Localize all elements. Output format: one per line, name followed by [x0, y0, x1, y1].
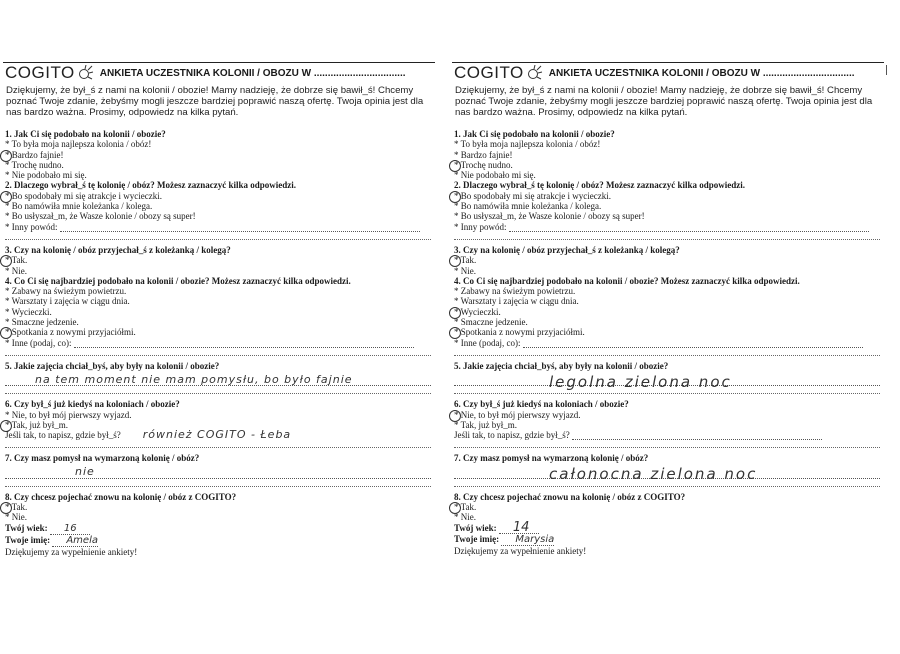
q1-option[interactable]: * To była moja najlepsza kolonia / obóz!: [5, 139, 152, 150]
q7-answer-field[interactable]: [454, 464, 880, 484]
q4-option[interactable]: * Zabawy na świeżym powietrzu.: [5, 286, 127, 297]
survey-form-left: [3, 58, 435, 578]
q4-option[interactable]: * Warsztaty i zajęcia w ciągu dnia.: [454, 296, 579, 307]
question-5: 5. Jakie zajęcia chciał_byś, aby były na kolonii / obozie?: [5, 360, 220, 371]
question-6: 6. Czy był_ś już kiedyś na koloniach / obozie?: [454, 399, 629, 410]
q1-option[interactable]: * Nie podobało mi się.: [454, 170, 536, 181]
q2-option[interactable]: * Bo usłyszał_m, że Wasze kolonie / obozy są super!: [5, 211, 196, 222]
answer-line[interactable]: [5, 386, 431, 394]
question-6: 6. Czy był_ś już kiedyś na koloniach / obozie?: [5, 399, 180, 410]
age-handwritten: 14: [512, 519, 530, 535]
answer-line[interactable]: [5, 348, 431, 356]
q7-answer-field[interactable]: [5, 464, 431, 479]
q6-option[interactable]: * Tak, już był_m.: [454, 419, 517, 430]
q6-followup[interactable]: Jeśli tak, to napisz, gdzie był_ś? również COGITO - Łeba: [5, 428, 292, 442]
name-field[interactable]: Twoje imię: Marysia: [454, 533, 555, 545]
q2-option-other[interactable]: * Inny powód:: [454, 222, 880, 232]
q1-option[interactable]: * Nie podobało mi się.: [5, 170, 87, 181]
answer-line[interactable]: [5, 232, 431, 240]
q1-option[interactable]: * Trochę nudno.: [5, 159, 64, 170]
question-4: 4. Co Ci się najbardziej podobało na kolonii / obozie? Możesz zaznaczyć kilka odpowiedzi.: [5, 275, 351, 286]
cogito-logo: COGITO: [454, 63, 524, 82]
thank-you-note: Dziękujemy za wypełnienie ankiety!: [5, 547, 138, 558]
q4-option[interactable]: * Spotkania z nowymi przyjaciółmi.: [454, 327, 880, 337]
q2-option[interactable]: * Bo spodobały mi się atrakcje i wycieczki.: [5, 191, 431, 201]
q4-option-other[interactable]: * Inne (podaj, co):: [5, 338, 431, 348]
form-intro: Dziękujemy, że był_ś z nami na kolonii / obozie! Mamy nadzieję, że dobrze się bawił_ś! Chcemy poznać Twoje zdanie, żebyśmy mogli jeszcze bardziej poprawić naszą ofertę. Twoja opinia jest dla nas bardzo ważna. Prosimy, odpowiedz na kilka pytań.: [455, 85, 873, 118]
q2-option[interactable]: * Bo spodobały mi się atrakcje i wycieczki.: [454, 191, 880, 201]
question-3: 3. Czy na kolonię / obóz przyjechał_ś z koleżanką / kolegą?: [454, 244, 680, 255]
age-field[interactable]: Twój wiek: 14: [454, 523, 880, 534]
q8-option[interactable]: * Tak.: [454, 502, 880, 512]
answer-line[interactable]: [454, 348, 880, 356]
q2-option[interactable]: * Bo usłyszał_m, że Wasze kolonie / obozy są super!: [454, 211, 645, 222]
form-title: ANKIETA UCZESTNIKA KOLONII / OBOZU W .................................: [99, 67, 406, 79]
q4-option[interactable]: * Wycieczki.: [454, 307, 880, 317]
thank-you-note: Dziękujemy za wypełnienie ankiety!: [454, 546, 587, 557]
q2-option-other[interactable]: * Inny powód:: [5, 222, 431, 232]
survey-form-right: [452, 58, 884, 578]
q6-followup[interactable]: Jeśli tak, to napisz, gdzie był_ś?: [454, 430, 880, 440]
question-1: 1. Jak Ci się podobało na kolonii / obozie?: [5, 129, 166, 139]
q1-option[interactable]: * Bardzo fajnie!: [5, 150, 431, 160]
question-8: 8. Czy chcesz pojechać znowu na kolonię / obóz z COGITO?: [454, 491, 686, 502]
question-7: 7. Czy masz pomysł na wymarzoną kolonię / obóz?: [454, 453, 649, 464]
q8-option[interactable]: * Nie.: [5, 512, 27, 523]
form-title: ANKIETA UCZESTNIKA KOLONII / OBOZU W .................................: [548, 67, 855, 79]
q6-handwritten-answer: również COGITO - Łeba: [142, 428, 292, 442]
q5-handwritten-answer: na tem moment nie mam pomysłu, bo było fajnie: [35, 372, 353, 386]
q4-option-other[interactable]: * Inne (podaj, co):: [454, 338, 880, 348]
q3-option[interactable]: * Nie.: [5, 265, 27, 276]
q6-option[interactable]: * Nie, to był mój pierwszy wyjazd.: [5, 409, 132, 420]
q6-option[interactable]: * Nie, to był mój pierwszy wyjazd.: [454, 410, 880, 420]
q3-option[interactable]: * Tak.: [5, 255, 431, 265]
question-1: 1. Jak Ci się podobało na kolonii / obozie?: [454, 129, 615, 139]
answer-line[interactable]: [454, 440, 880, 448]
q1-option[interactable]: * To była moja najlepsza kolonia / obóz!: [454, 139, 601, 150]
name-handwritten: Amela: [66, 534, 98, 546]
question-5: 5. Jakie zajęcia chciał_byś, aby były na kolonii / obozie?: [454, 360, 669, 371]
q5-answer-field[interactable]: [454, 371, 880, 391]
q5-handwritten-answer: legolna zielona noc: [549, 372, 732, 391]
form-body: [454, 129, 880, 557]
cogito-logo: COGITO: [5, 63, 75, 82]
answer-line[interactable]: [5, 479, 431, 487]
answer-line[interactable]: [454, 232, 880, 240]
q4-option[interactable]: * Wycieczki.: [5, 306, 52, 317]
q1-option[interactable]: * Bardzo fajnie!: [454, 149, 513, 160]
q4-option[interactable]: * Smaczne jedzenie.: [5, 317, 79, 328]
form-body: [5, 129, 431, 558]
name-handwritten: Marysia: [515, 533, 555, 545]
q4-option[interactable]: * Smaczne jedzenie.: [454, 317, 528, 328]
q8-option[interactable]: * Nie.: [454, 512, 476, 523]
form-header: [454, 64, 884, 82]
scan-edge-mark: [886, 65, 889, 75]
question-4: 4. Co Ci się najbardziej podobało na kolonii / obozie? Możesz zaznaczyć kilka odpowiedzi.: [454, 275, 800, 286]
question-2: 2. Dlaczego wybrał_ś tę kolonię / obóz? Możesz zaznaczyć kilka odpowiedzi.: [454, 180, 745, 191]
q3-option[interactable]: * Nie.: [454, 265, 476, 276]
question-8: 8. Czy chcesz pojechać znowu na kolonię / obóz z COGITO?: [5, 491, 237, 502]
q4-option[interactable]: * Warsztaty i zajęcia w ciągu dnia.: [5, 296, 130, 307]
question-3: 3. Czy na kolonię / obóz przyjechał_ś z koleżanką / kolegą?: [5, 244, 231, 255]
q4-option[interactable]: * Zabawy na świeżym powietrzu.: [454, 286, 576, 297]
q4-option[interactable]: * Spotkania z nowymi przyjaciółmi.: [5, 327, 431, 337]
form-header: [5, 64, 435, 82]
question-2: 2. Dlaczego wybrał_ś tę kolonię / obóz? Możesz zaznaczyć kilka odpowiedzi.: [5, 180, 296, 191]
form-intro: Dziękujemy, że był_ś z nami na kolonii / obozie! Mamy nadzieję, że dobrze się bawił_ś! Chcemy poznać Twoje zdanie, żebyśmy mogli jeszcze bardziej poprawić naszą ofertę. Twoja opinia jest dla nas bardzo ważna. Prosimy, odpowiedz na kilka pytań.: [6, 85, 424, 118]
question-7: 7. Czy masz pomysł na wymarzoną kolonię / obóz?: [5, 453, 200, 464]
age-handwritten: 16: [63, 522, 77, 534]
q7-handwritten-answer: nie: [75, 465, 95, 479]
age-field[interactable]: Twój wiek: 16: [5, 523, 431, 535]
q6-option[interactable]: * Tak, już był_m.: [5, 420, 431, 430]
q7-handwritten-answer: całonocna zielona noc: [549, 465, 758, 484]
name-field[interactable]: Twoje imię: Amela: [5, 534, 98, 546]
q3-option[interactable]: * Tak.: [454, 255, 880, 265]
q8-option[interactable]: * Tak.: [5, 502, 431, 512]
q2-option[interactable]: * Bo namówiła mnie koleżanka / kolega.: [454, 201, 602, 212]
cogito-logo-icon: [76, 65, 94, 81]
q1-option[interactable]: * Trochę nudno.: [454, 160, 880, 170]
q2-option[interactable]: * Bo namówiła mnie koleżanka / kolega.: [5, 201, 153, 212]
cogito-logo-icon: [525, 65, 543, 81]
answer-line[interactable]: [5, 440, 431, 448]
q5-answer-field[interactable]: [5, 371, 431, 386]
